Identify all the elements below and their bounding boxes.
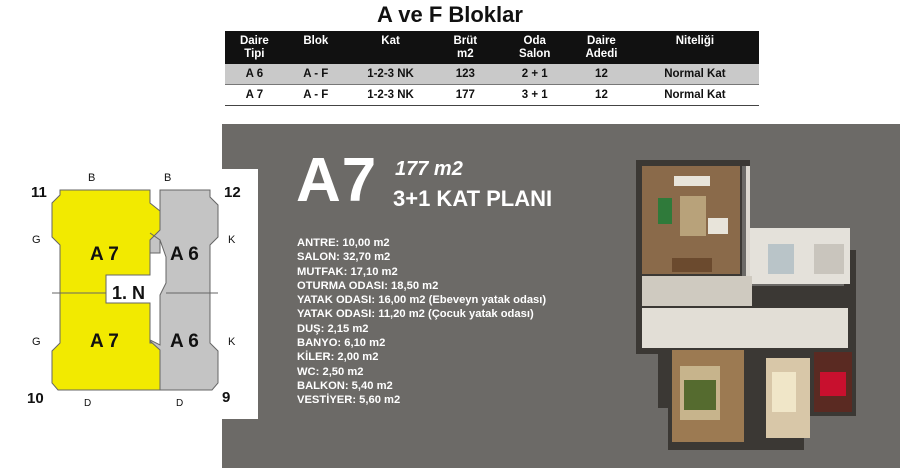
side-label-right-top: K [228, 234, 236, 246]
header-brut: Brüt m2 [433, 31, 497, 64]
floor-plan-render [628, 158, 890, 458]
header-blok: Blok [284, 31, 348, 64]
unit-label-bottom-left: A 7 [90, 331, 119, 352]
cell-blok: A - F [284, 64, 348, 85]
header-kat: Kat [348, 31, 433, 64]
side-label-left-top: G [32, 234, 41, 246]
corner-label-top-right: 12 [224, 184, 241, 201]
header-daire-tipi: Daire Tipi [225, 31, 284, 64]
unit-label-bottom-right: A 6 [170, 331, 199, 352]
cell-blok: A - F [284, 85, 348, 106]
table-row [225, 64, 759, 85]
list-item: SALON: 32,70 m2 [297, 251, 391, 264]
list-item: ANTRE: 10,00 m2 [297, 237, 390, 249]
cell-brut: 123 [433, 64, 497, 85]
hallway [642, 308, 848, 348]
header-niteligi: Niteliği [631, 31, 759, 64]
cell-daire-tipi: A 6 [225, 64, 284, 85]
key-plan [0, 165, 262, 415]
list-item: BALKON: 5,40 m2 [297, 379, 393, 392]
bathtub [768, 244, 794, 274]
header-oda-salon: Oda Salon [497, 31, 572, 64]
dining-area [642, 276, 752, 306]
bed [772, 372, 796, 412]
list-item: DUŞ: 2,15 m2 [297, 322, 369, 335]
cell-niteligi: Normal Kat [631, 64, 759, 85]
corner-label-top-left: 11 [31, 184, 47, 201]
cell-daire-tipi: A 7 [225, 85, 284, 106]
cell-oda-salon: 2 + 1 [497, 64, 572, 85]
sofa [674, 176, 710, 186]
side-label-right-bottom: K [228, 336, 236, 348]
unit-area: 177 m2 [395, 158, 463, 180]
unit-code: A7 [296, 146, 378, 215]
list-item: BANYO: 6,10 m2 [297, 337, 386, 350]
wall [746, 166, 750, 286]
list-item: MUTFAK: 17,10 m2 [297, 265, 398, 278]
cell-kat: 1-2-3 NK [348, 64, 433, 85]
room-area-list [297, 236, 546, 408]
sofa [658, 198, 672, 224]
list-item: KİLER: 2,00 m2 [297, 351, 379, 364]
unit-label-top-left: A 7 [90, 244, 119, 265]
side-label-top-right: B [164, 172, 172, 184]
kitchen-counter [814, 244, 844, 274]
cell-oda-salon: 3 + 1 [497, 85, 572, 106]
list-item: YATAK ODASI: 11,20 m2 (Çocuk yatak odası) [297, 308, 534, 321]
corner-label-bottom-left: 10 [27, 390, 44, 407]
unit-type: 3+1 KAT PLANI [393, 186, 553, 211]
list-item: OTURMA ODASI: 18,50 m2 [297, 279, 439, 292]
cell-brut: 177 [433, 85, 497, 106]
core-label: 1. N [112, 283, 146, 303]
armchair [708, 218, 728, 234]
page-title: A ve F Bloklar [377, 2, 523, 27]
corner-label-bottom-right: 9 [222, 389, 231, 406]
side-label-top-left: B [88, 172, 96, 184]
cell-daire-adedi: 12 [572, 64, 631, 85]
list-item: VESTİYER: 5,60 m2 [297, 394, 401, 407]
header-daire-adedi: Daire Adedi [572, 31, 631, 64]
unit-label-top-right: A 6 [170, 244, 199, 265]
list-item: WC: 2,50 m2 [297, 365, 364, 378]
rug [680, 196, 706, 236]
cell-niteligi: Normal Kat [631, 85, 759, 106]
bed [820, 372, 846, 396]
list-item: YATAK ODASI: 16,00 m2 (Ebeveyn yatak odası) [297, 294, 547, 307]
table-row [225, 85, 759, 106]
cell-kat: 1-2-3 NK [348, 85, 433, 106]
side-label-bottom-left: D [84, 398, 92, 409]
bed-cover [684, 380, 716, 410]
cell-daire-adedi: 12 [572, 85, 631, 106]
unit-info-table [225, 31, 759, 106]
table-header-row [225, 31, 759, 64]
dining-table [672, 258, 712, 272]
side-label-left-bottom: G [32, 336, 41, 348]
side-label-bottom-right: D [176, 398, 184, 409]
